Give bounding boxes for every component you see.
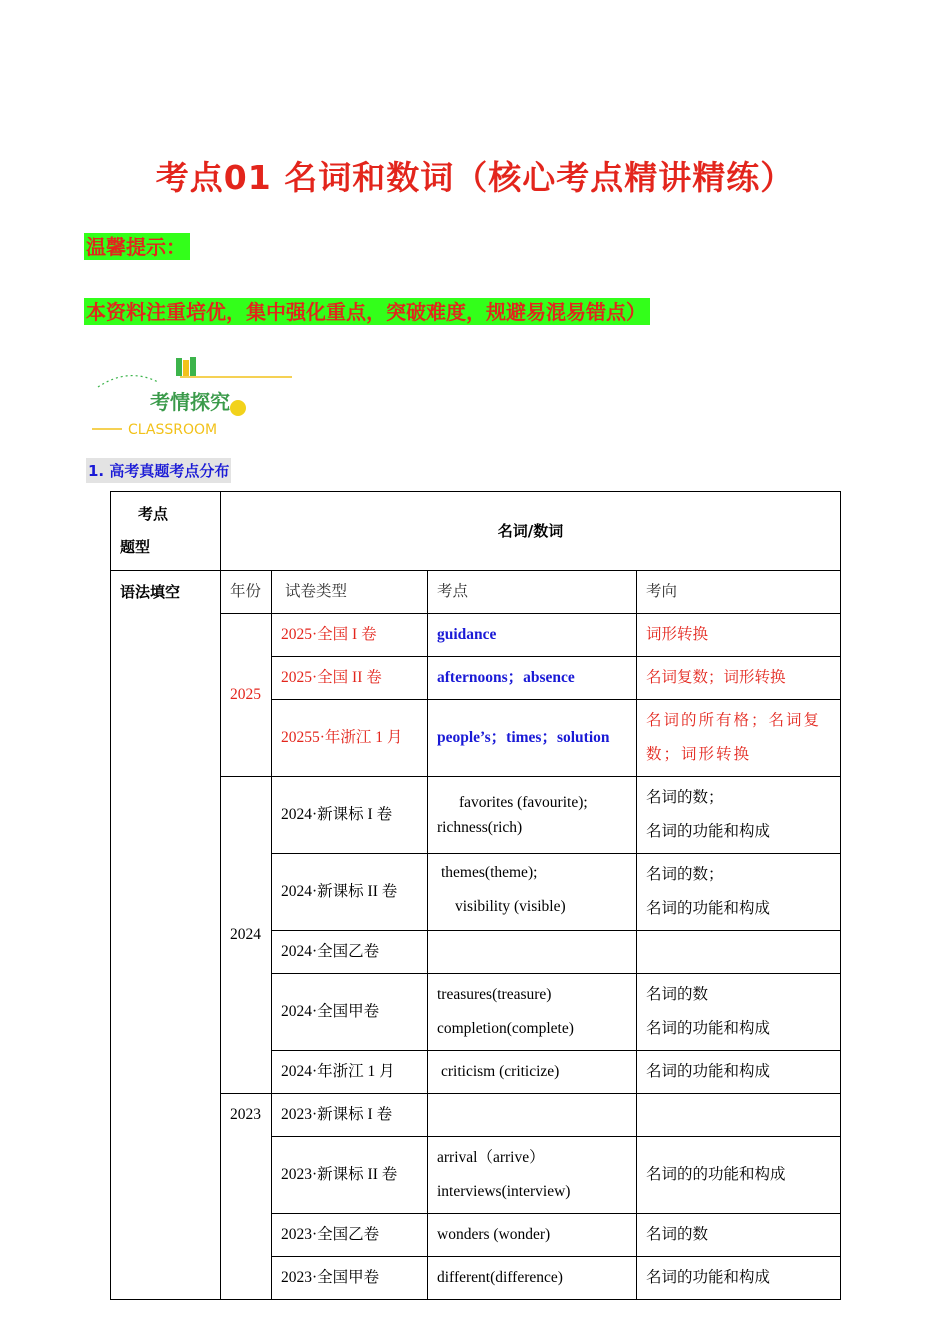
- point-cell: arrival（arrive） interviews(interview): [428, 1137, 637, 1214]
- table-row: [111, 614, 841, 657]
- point-cell: different(difference): [428, 1257, 637, 1300]
- logo-sub: CLASSROOM: [128, 422, 218, 438]
- year-cell: 2024: [221, 777, 272, 1094]
- point-cell: themes(theme); visibility (visible): [428, 854, 637, 931]
- paper-cell: 2025·全国 II 卷: [272, 657, 428, 700]
- direction-cell: 名词的的功能和构成: [637, 1137, 841, 1214]
- point-cell: afternoons；absence: [428, 657, 637, 700]
- page-title: 考点01 名词和数词（核心考点精讲精练）: [155, 158, 795, 197]
- col-direction: 考向: [637, 571, 841, 614]
- paper-cell: 20255·年浙江 1 月: [272, 700, 428, 777]
- paper-cell: 2023·全国甲卷: [272, 1257, 428, 1300]
- table-header-row: [111, 492, 841, 571]
- table-row: [111, 1094, 841, 1137]
- table-row: [111, 571, 841, 614]
- table-header: 名词/数词: [221, 492, 841, 571]
- point-cell: people’s；times；solution: [428, 700, 637, 777]
- point-cell: treasures(treasure) completion(complete): [428, 974, 637, 1051]
- direction-cell: [637, 931, 841, 974]
- point-cell: criticism (criticize): [428, 1051, 637, 1094]
- paper-cell: 2024·新课标 II 卷: [272, 854, 428, 931]
- paper-cell: 2023·新课标 II 卷: [272, 1137, 428, 1214]
- direction-cell: 名词的功能和构成: [637, 1257, 841, 1300]
- point-cell: favorites (favourite); richness(rich): [428, 777, 637, 854]
- books-icon: [176, 357, 196, 376]
- point-cell: guidance: [428, 614, 637, 657]
- paper-cell: 2024·年浙江 1 月: [272, 1051, 428, 1094]
- direction-cell: 名词复数；词形转换: [637, 657, 841, 700]
- table-row: [111, 777, 841, 854]
- year-cell: 2023: [221, 1094, 272, 1300]
- corner-cell: [111, 492, 221, 571]
- paper-cell: 2023·全国乙卷: [272, 1214, 428, 1257]
- direction-cell: 名词的数； 名词的功能和构成: [637, 777, 841, 854]
- point-cell: [428, 931, 637, 974]
- paper-cell: 2023·新课标 I 卷: [272, 1094, 428, 1137]
- point-cell: wonders (wonder): [428, 1214, 637, 1257]
- corner-bottom: 题型: [120, 538, 151, 556]
- col-year: 年份: [221, 571, 272, 614]
- row-type: 语法填空: [111, 571, 221, 1300]
- col-paper: 试卷类型: [272, 571, 428, 614]
- direction-cell: 名词的数； 名词的功能和构成: [637, 854, 841, 931]
- paper-cell: 2025·全国 I 卷: [272, 614, 428, 657]
- direction-cell: 名词的所有格；名词复 数；词形转换: [637, 700, 841, 777]
- paper-cell: 2024·全国甲卷: [272, 974, 428, 1051]
- point-cell: [428, 1094, 637, 1137]
- logo-text: 考情探究: [150, 390, 230, 414]
- paper-cell: 2024·全国乙卷: [272, 931, 428, 974]
- direction-cell: [637, 1094, 841, 1137]
- direction-cell: 名词的数 名词的功能和构成: [637, 974, 841, 1051]
- direction-cell: 名词的数: [637, 1214, 841, 1257]
- direction-cell: 名词的功能和构成: [637, 1051, 841, 1094]
- corner-top: 考点: [138, 505, 169, 523]
- exam-distribution-table: [110, 491, 841, 1300]
- direction-cell: 词形转换: [637, 614, 841, 657]
- section-title: 1. 高考真题考点分布: [86, 458, 231, 483]
- classroom-logo: [88, 352, 298, 442]
- tip-text: 本资料注重培优，集中强化重点，突破难度，规避易混易错点）: [84, 298, 650, 325]
- year-cell: 2025: [221, 614, 272, 777]
- col-point: 考点: [428, 571, 637, 614]
- paper-cell: 2024·新课标 I 卷: [272, 777, 428, 854]
- tip-label: 温馨提示：: [84, 233, 190, 260]
